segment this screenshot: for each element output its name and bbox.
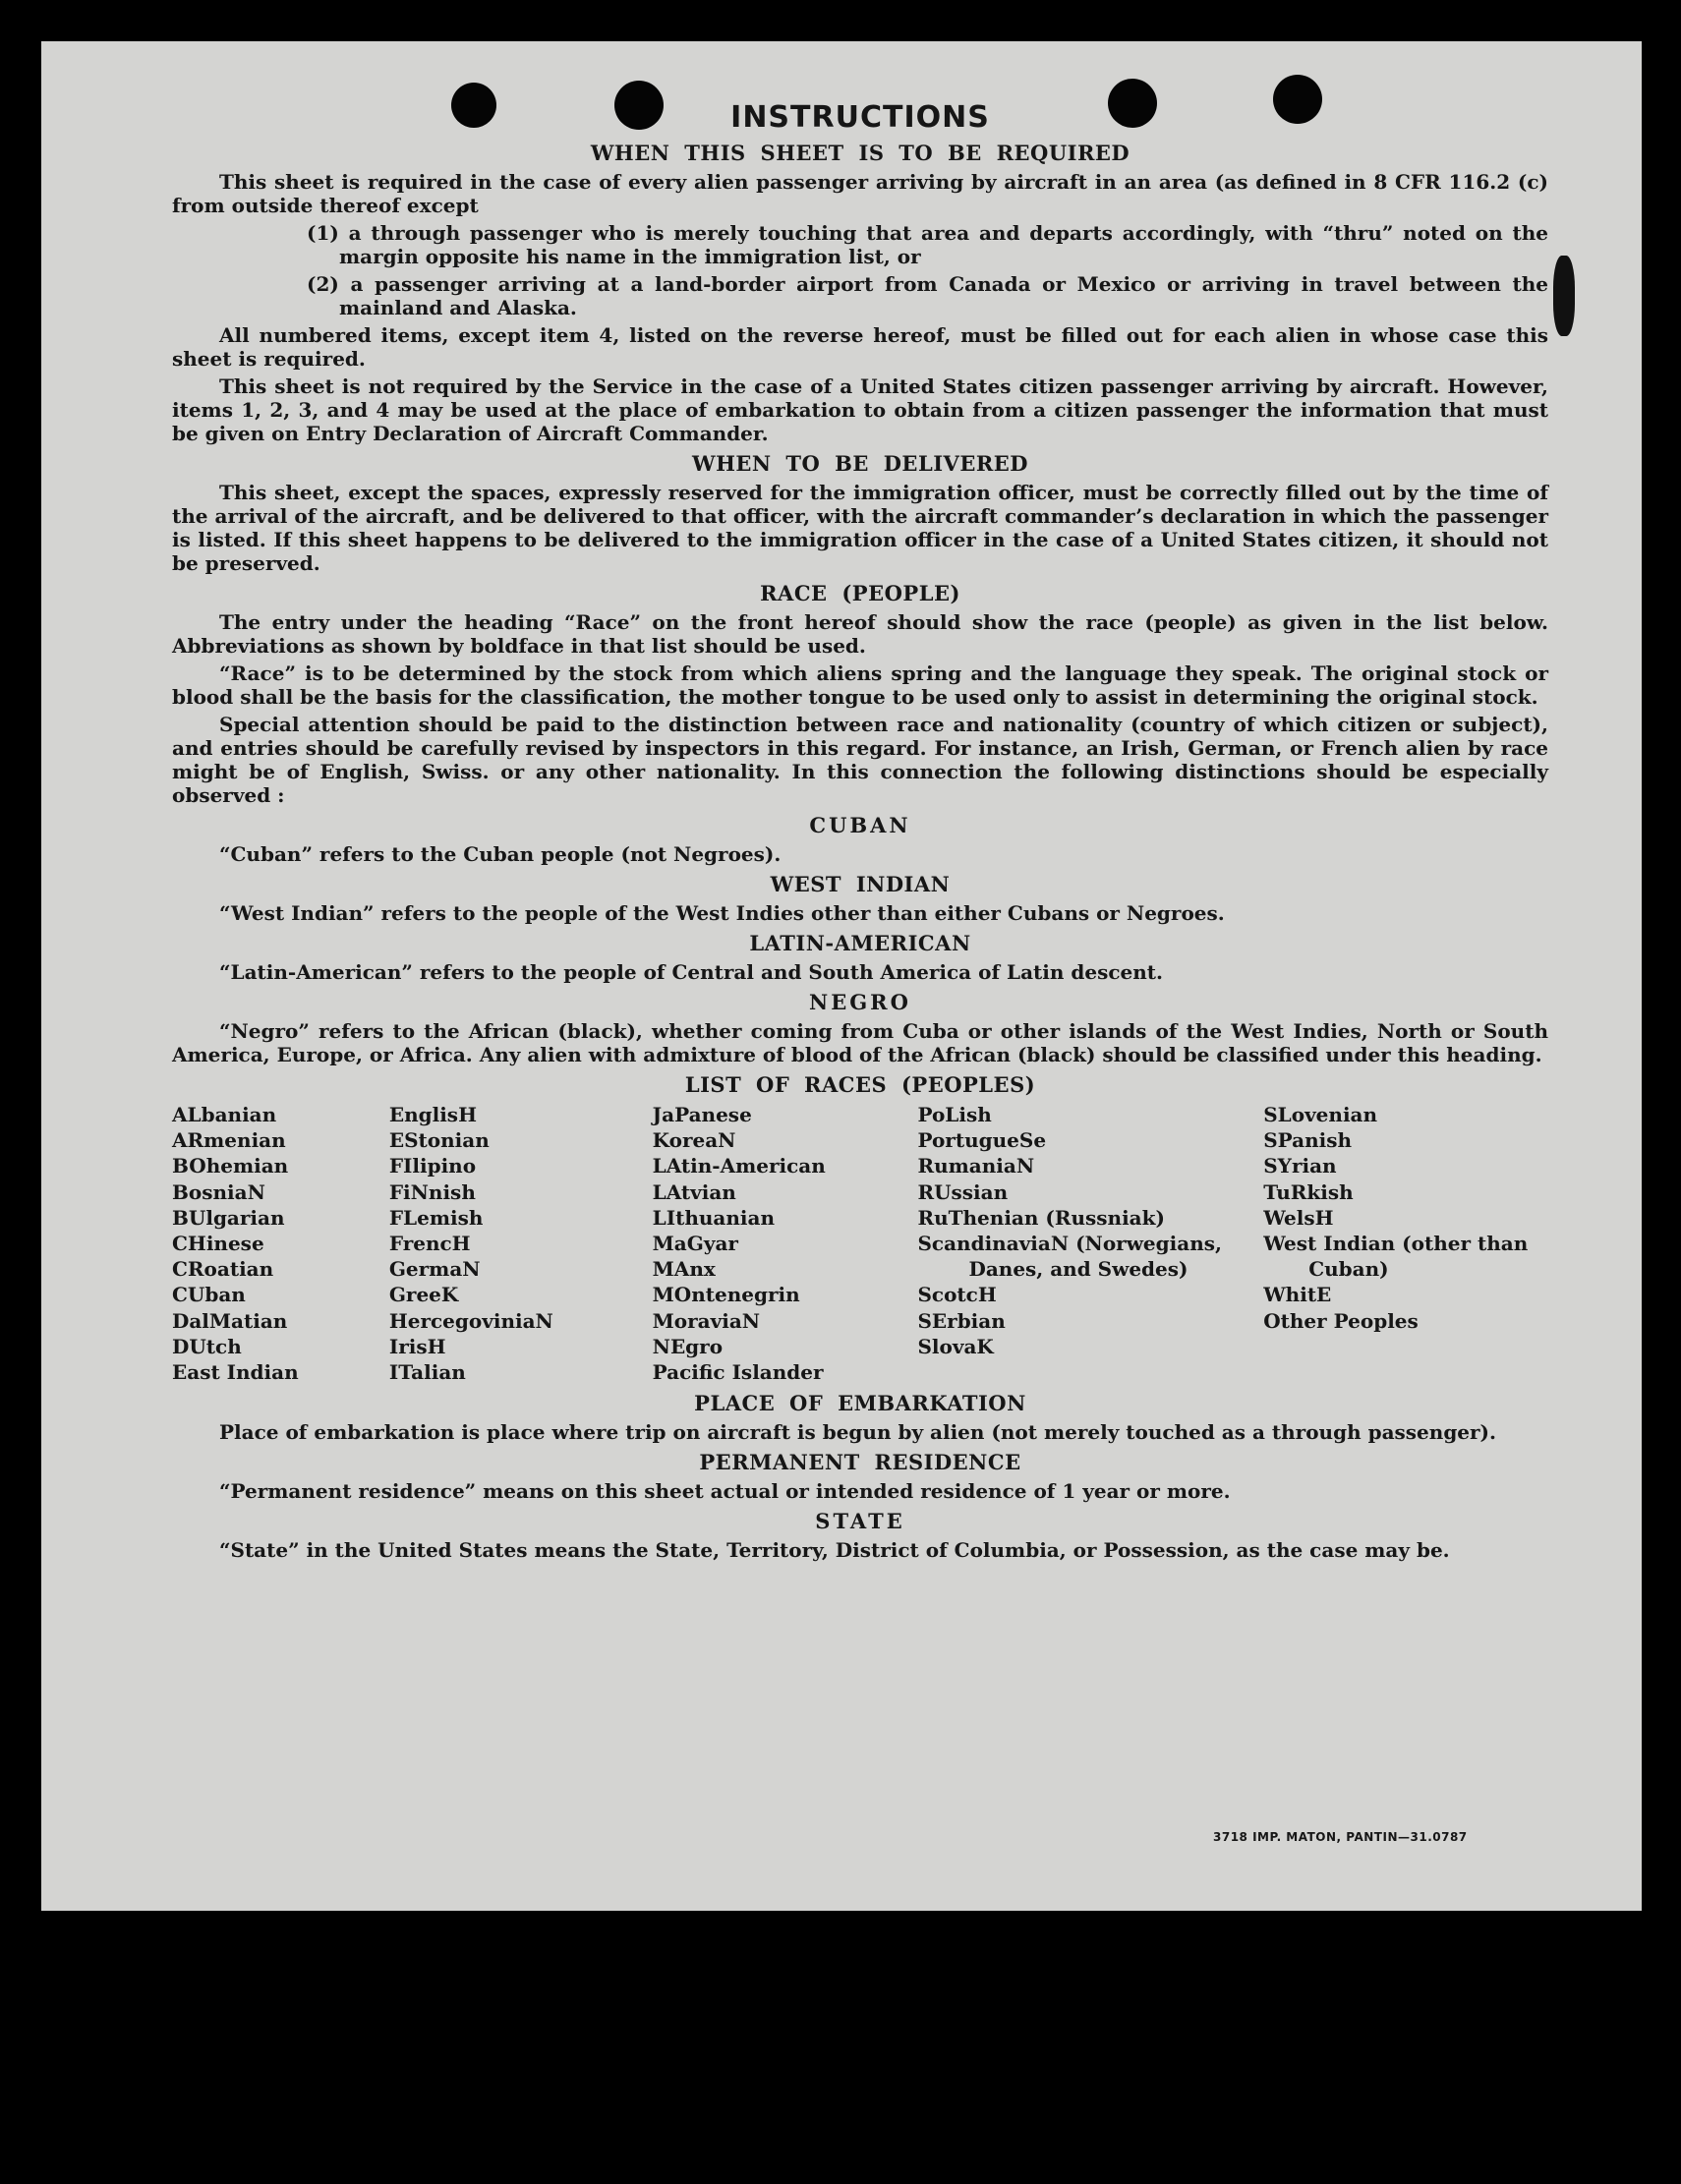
paragraph: Place of embarkation is place where trip on aircraft is begun by alien (not merely touched as a through passenger). <box>219 1420 1496 1445</box>
race-item: SYrian <box>1263 1154 1337 1178</box>
race-item: FIlipino <box>388 1154 477 1178</box>
race-item: Pacific Islander <box>652 1360 824 1385</box>
page-title: INSTRUCTIONS <box>730 100 990 135</box>
race-item: SErbian <box>917 1308 1006 1333</box>
race-item: East Indian <box>172 1360 299 1385</box>
races-column <box>917 1102 1263 1385</box>
race-item: TuRkish <box>1263 1179 1354 1204</box>
race-item: BOhemian <box>172 1154 289 1178</box>
race-item: LIthuanian <box>652 1205 775 1230</box>
heading-state: STATE <box>815 1509 905 1534</box>
race-item: EStonian <box>388 1128 490 1153</box>
list-item: (2) a passenger arriving at a land-border airport from Canada or Mexico or arriving in travel between the mainland and Alaska. <box>307 272 1548 319</box>
race-item: EnglisH <box>388 1103 477 1126</box>
race-item: BUlgarian <box>172 1205 285 1230</box>
heading-permanent-residence: PERMANENT RESIDENCE <box>699 1450 1021 1475</box>
paragraph: “Cuban” refers to the Cuban people (not Negroes). <box>219 842 782 866</box>
race-item: RUssian <box>917 1179 1009 1204</box>
paragraph: “Latin-American” refers to the people of Central and South America of Latin descent. <box>219 960 1163 984</box>
race-item: MOntenegrin <box>652 1283 800 1307</box>
paragraph: “Race” is to be determined by the stock from which aliens spring and the language they speak. The original stock or blood shall be the basis for the classification, the mother tongue to be used only to assist in determining the original stock. <box>172 661 1548 709</box>
races-column <box>653 1102 918 1385</box>
race-item: RuThenian (Russniak) <box>917 1205 1165 1230</box>
race-item: WhitE <box>1263 1283 1332 1307</box>
races-column <box>389 1102 653 1385</box>
ink-blot <box>1553 256 1575 336</box>
race-item: CRoatian <box>172 1257 274 1282</box>
heading-race: RACE (PEOPLE) <box>760 581 960 605</box>
race-item: West Indian (other than Cuban) <box>1263 1232 1529 1282</box>
race-item: FrencH <box>388 1232 471 1256</box>
heading-cuban: CUBAN <box>809 813 911 837</box>
race-item: MAnx <box>652 1257 716 1282</box>
heading-required: WHEN THIS SHEET IS TO BE REQUIRED <box>590 141 1130 165</box>
race-item: ScotcH <box>917 1283 997 1307</box>
paragraph: “State” in the United States means the State, Territory, District of Columbia, or Possession, as the case may be. <box>219 1538 1450 1563</box>
race-item: BosniaN <box>172 1179 265 1204</box>
race-item: GreeK <box>388 1283 459 1307</box>
race-item: ITalian <box>388 1360 466 1385</box>
race-item: WelsH <box>1263 1205 1334 1230</box>
printer-imprint: 3718 IMP. MATON, PANTIN—31.0787 <box>1213 1830 1468 1844</box>
race-item: NEgro <box>652 1334 724 1358</box>
race-item: CHinese <box>172 1232 264 1256</box>
paragraph: All numbered items, except item 4, listed on the reverse hereof, must be filled out for each alien in whose case this sheet is required. <box>172 323 1548 371</box>
heading-delivered: WHEN TO BE DELIVERED <box>691 451 1028 476</box>
race-item: FLemish <box>388 1205 484 1230</box>
race-item: Other Peoples <box>1263 1308 1419 1333</box>
race-item: DalMatian <box>172 1308 288 1333</box>
heading-latin-american: LATIN-AMERICAN <box>749 931 971 955</box>
race-item: ARmenian <box>172 1128 286 1153</box>
paragraph: “Permanent residence” means on this sheet actual or intended residence of 1 year or more. <box>219 1479 1231 1504</box>
races-column <box>1263 1102 1548 1385</box>
instructions-content <box>172 100 1548 1566</box>
document-sheet <box>41 41 1642 1911</box>
paragraph: This sheet, except the spaces, expressly reserved for the immigration officer, must be correctly filled out by the time of the arrival of the aircraft, and be delivered to that officer, with the aircraft commander’s declaration in which the passenger is listed. If this sheet happens to be delivered to the immigration officer in the case of a United States citizen, it should not be preserved. <box>172 481 1548 575</box>
race-item: SLovenian <box>1263 1103 1378 1126</box>
paragraph: This sheet is not required by the Service in the case of a United States citizen passenger arriving by aircraft. However, items 1, 2, 3, and 4 may be used at the place of embarkation to obtain from a citizen passenger the information that must be given on Entry Declaration of Aircraft Commander. <box>172 374 1548 445</box>
race-item: MoraviaN <box>652 1308 761 1333</box>
race-item: IrisH <box>388 1334 446 1358</box>
race-item: KoreaN <box>652 1128 736 1153</box>
race-item: GermaN <box>388 1257 481 1282</box>
race-item: PortugueSe <box>917 1128 1047 1153</box>
race-item: FiNnish <box>388 1179 476 1204</box>
races-column <box>172 1102 389 1385</box>
race-item: PoLish <box>917 1103 992 1126</box>
heading-list-of-races: LIST OF RACES (PEOPLES) <box>684 1072 1036 1097</box>
race-item: JaPanese <box>652 1103 752 1126</box>
race-item: MaGyar <box>652 1232 738 1256</box>
race-item: ALbanian <box>172 1103 277 1126</box>
race-item: CUban <box>172 1283 246 1307</box>
race-item: DUtch <box>172 1334 242 1358</box>
heading-negro: NEGRO <box>809 990 911 1014</box>
paragraph: Special attention should be paid to the distinction between race and nationality (country of which citizen or subject), and entries should be carefully revised by inspectors in this regard. For instance, an Irish, German, or French alien by race might be of English, Swiss. or any other nationality. In this connection the following distinctions should be especially observed : <box>172 713 1548 807</box>
race-item: ScandinaviaN (Norwegians, Danes, and Swedes) <box>917 1232 1222 1282</box>
race-item: SlovaK <box>917 1334 994 1358</box>
heading-place-of-embarkation: PLACE OF EMBARKATION <box>694 1391 1026 1416</box>
paragraph: The entry under the heading “Race” on the front hereof should show the race (people) as given in the list below. Abbreviations as shown by boldface in that list should be used. <box>172 610 1548 658</box>
race-item: RumaniaN <box>917 1154 1035 1178</box>
race-item: LAtin-American <box>652 1154 826 1178</box>
race-item: SPanish <box>1263 1128 1353 1153</box>
list-item: (1) a through passenger who is merely touching that area and departs accordingly, with “thru” noted on the margin opposite his name in the immigration list, or <box>307 221 1548 268</box>
race-item: LAtvian <box>652 1179 736 1204</box>
heading-west-indian: WEST INDIAN <box>770 872 951 896</box>
paragraph: “West Indian” refers to the people of the West Indies other than either Cubans or Negroes. <box>219 901 1225 925</box>
race-item: HercegoviniaN <box>388 1308 553 1333</box>
paragraph: This sheet is required in the case of every alien passenger arriving by aircraft in an area (as defined in 8 CFR 116.2 (c) from outside thereof except <box>172 170 1548 217</box>
races-list <box>172 1102 1548 1385</box>
paragraph: “Negro” refers to the African (black), whether coming from Cuba or other islands of the West Indies, North or South America, Europe, or Africa. Any alien with admixture of blood of the African (black) should be classified under this heading. <box>172 1019 1548 1066</box>
